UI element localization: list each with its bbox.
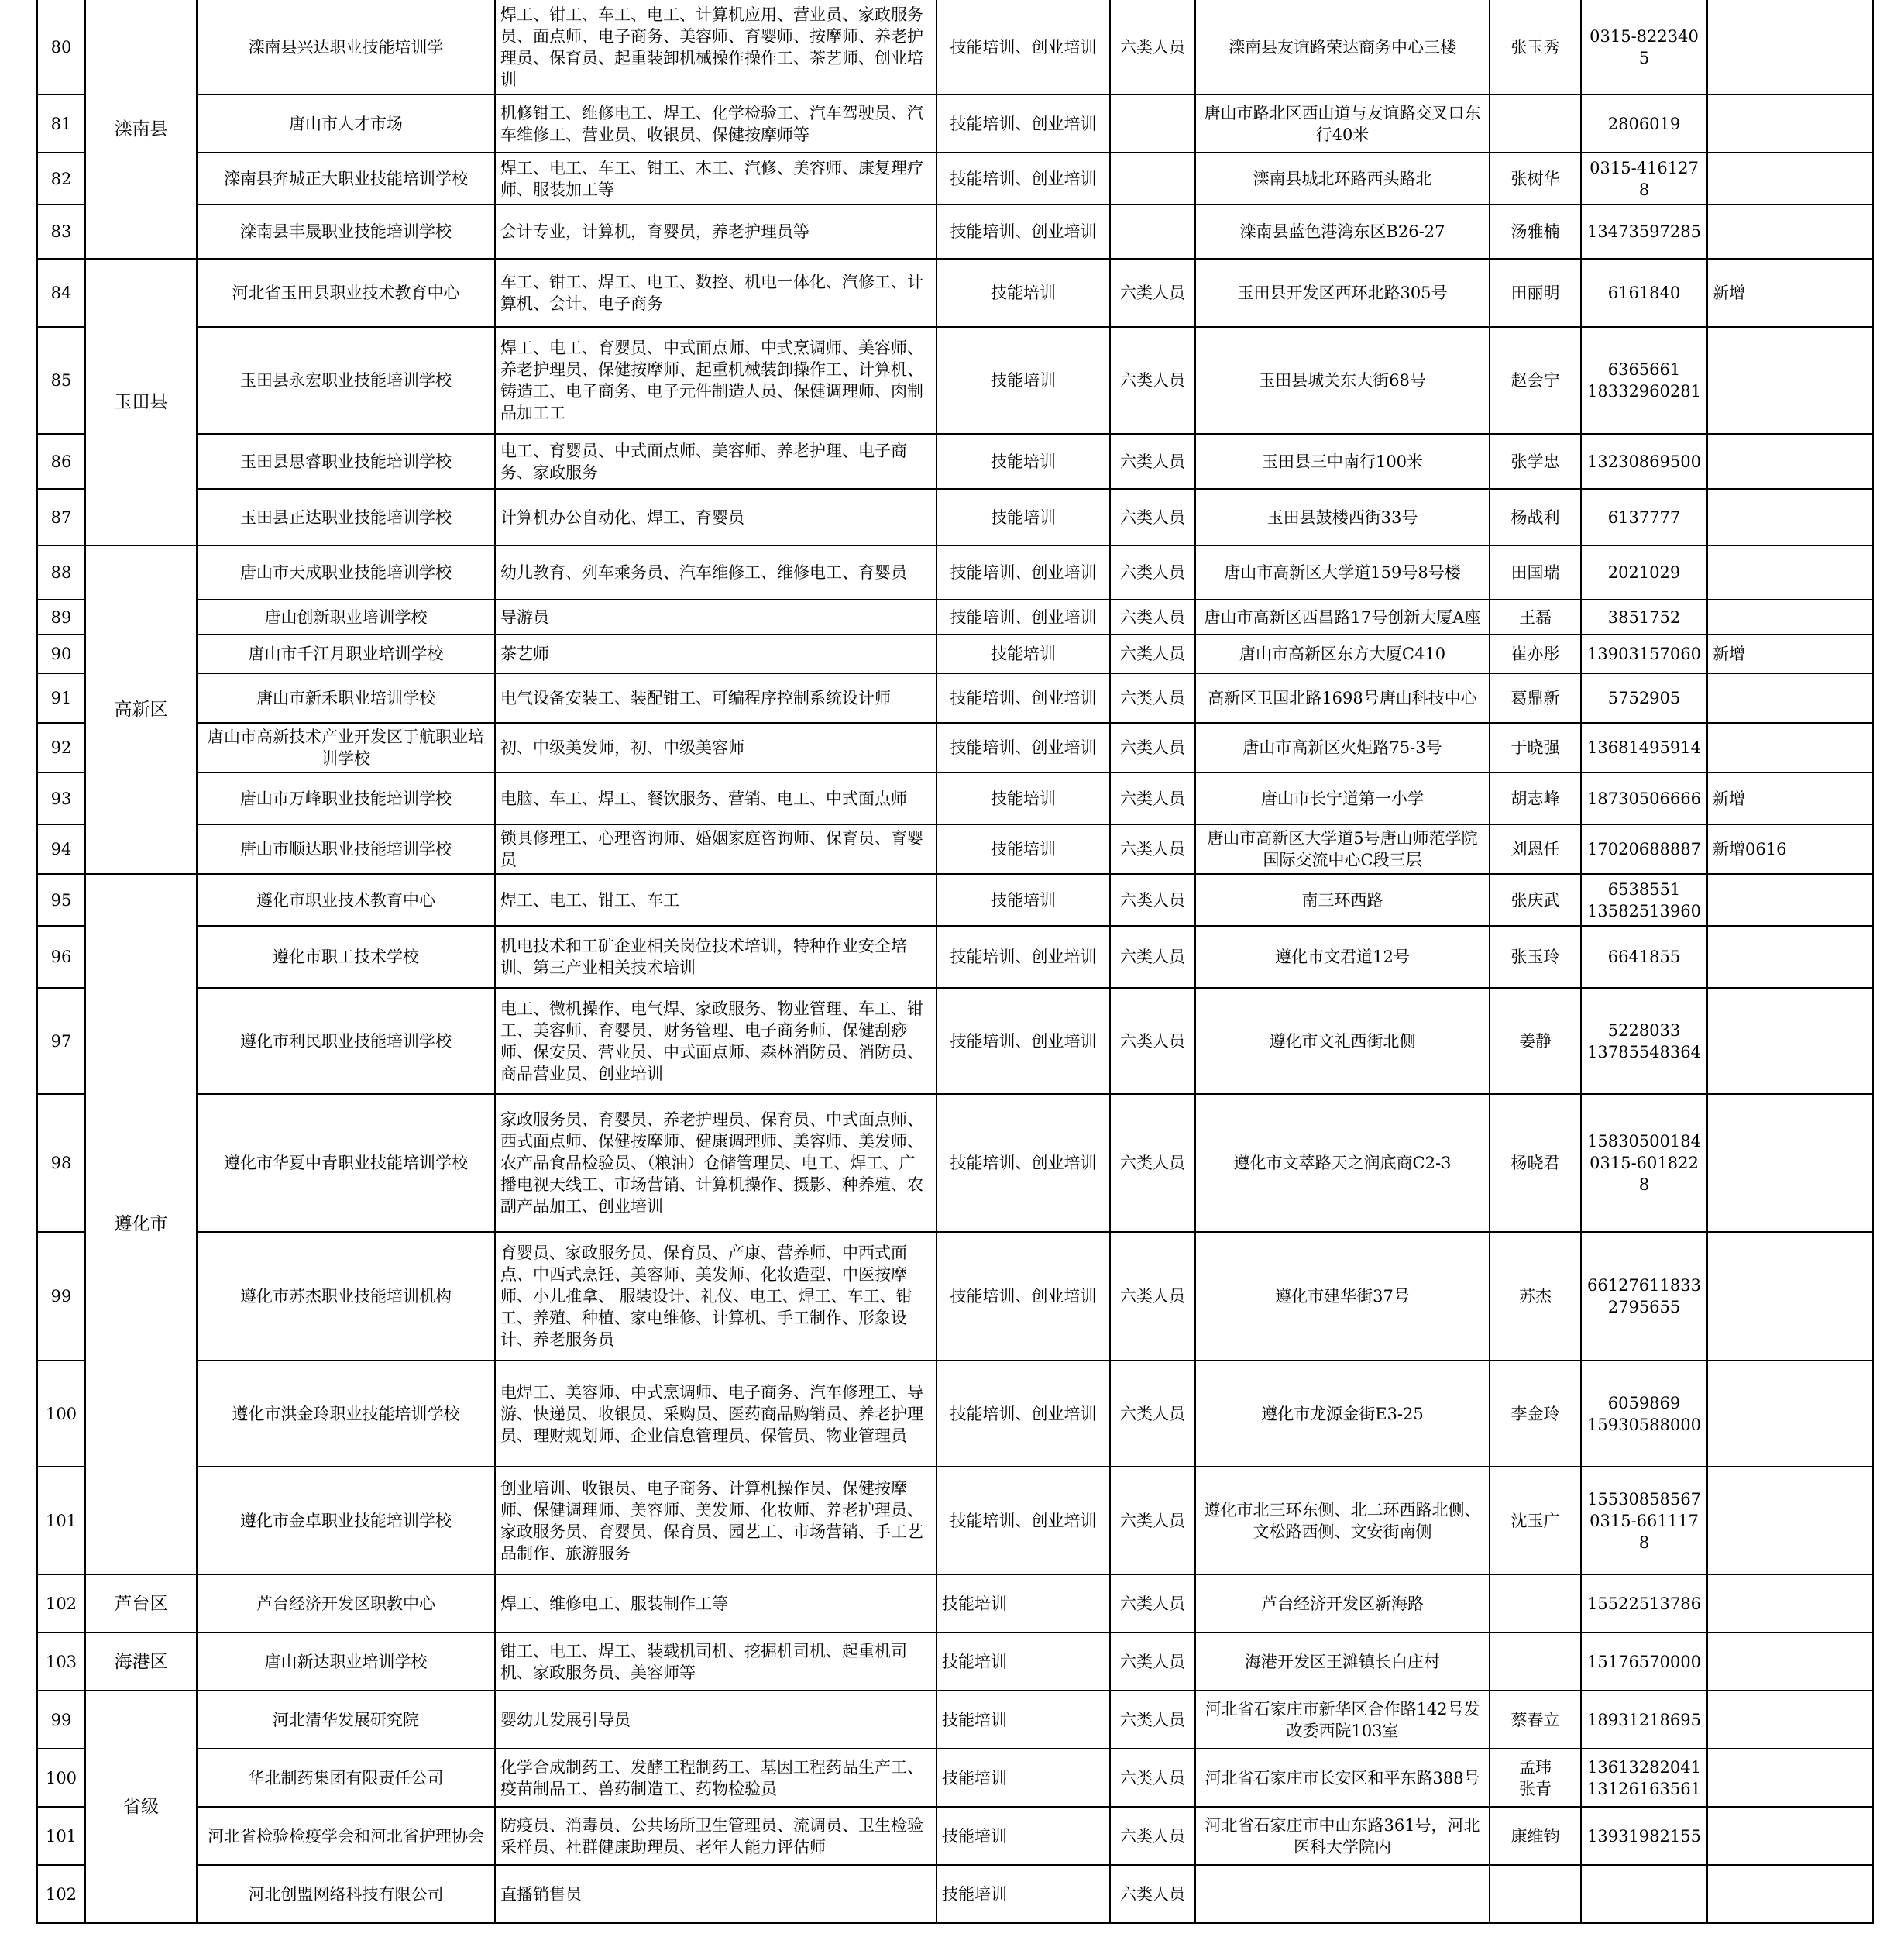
training-type: 技能培训 bbox=[937, 1691, 1110, 1749]
training-type: 技能培训、创业培训 bbox=[937, 988, 1110, 1094]
phone: 15522513786 bbox=[1581, 1574, 1707, 1633]
contact-person: 张庆武 bbox=[1490, 874, 1581, 926]
district-cell: 芦台区 bbox=[85, 1574, 197, 1633]
target-group: 六类人员 bbox=[1110, 635, 1195, 673]
address: 海港开发区王滩镇长白庄村 bbox=[1195, 1633, 1490, 1691]
table-row bbox=[37, 205, 1873, 259]
note bbox=[1707, 988, 1873, 1094]
phone: 6161840 bbox=[1581, 259, 1707, 327]
training-professions: 电气设备安装工、装配钳工、可编程序控制系统设计师 bbox=[495, 673, 937, 723]
target-group bbox=[1110, 95, 1195, 153]
training-professions: 机电技术和工矿企业相关岗位技术培训，特种作业安全培训、第三产业相关技术培训 bbox=[495, 926, 937, 988]
phone bbox=[1581, 1865, 1707, 1923]
training-professions: 钳工、电工、焊工、装载机司机、挖掘机司机、起重机司机、家政服务员、美容师等 bbox=[495, 1633, 937, 1691]
training-professions: 初、中级美发师，初、中级美容师 bbox=[495, 723, 937, 772]
address: 滦南县城北环路西头路北 bbox=[1195, 153, 1490, 205]
target-group: 六类人员 bbox=[1110, 600, 1195, 635]
address: 唐山市高新区大学道5号唐山师范学院国际交流中心C段三层 bbox=[1195, 824, 1490, 874]
note bbox=[1707, 489, 1873, 545]
address: 玉田县鼓楼西街33号 bbox=[1195, 489, 1490, 545]
table-row bbox=[37, 824, 1873, 874]
contact-person bbox=[1490, 1865, 1581, 1923]
note bbox=[1707, 1232, 1873, 1361]
address: 唐山市高新区火炬路75-3号 bbox=[1195, 723, 1490, 772]
target-group: 六类人员 bbox=[1110, 1094, 1195, 1232]
row-number: 100 bbox=[37, 1749, 85, 1807]
institution-name: 河北省检验检疫学会和河北省护理协会 bbox=[197, 1807, 495, 1865]
training-professions: 直播销售员 bbox=[495, 1865, 937, 1923]
phone: 15830500184 0315-6018228 bbox=[1581, 1094, 1707, 1232]
institution-name: 遵化市苏杰职业技能培训机构 bbox=[197, 1232, 495, 1361]
training-professions: 计算机办公自动化、焊工、育婴员 bbox=[495, 489, 937, 545]
note bbox=[1707, 673, 1873, 723]
row-number: 98 bbox=[37, 1094, 85, 1232]
note bbox=[1707, 153, 1873, 205]
training-professions: 焊工、维修电工、服装制作工等 bbox=[495, 1574, 937, 1633]
row-number: 90 bbox=[37, 635, 85, 673]
institution-name: 玉田县永宏职业技能培训学校 bbox=[197, 327, 495, 434]
training-type: 技能培训 bbox=[937, 1807, 1110, 1865]
row-number: 100 bbox=[37, 1361, 85, 1467]
training-type: 技能培训、创业培训 bbox=[937, 153, 1110, 205]
note bbox=[1707, 545, 1873, 600]
address: 唐山市高新区大学道159号8号楼 bbox=[1195, 545, 1490, 600]
training-type: 技能培训 bbox=[937, 772, 1110, 824]
district-cell: 高新区 bbox=[85, 545, 197, 874]
address: 遵化市龙源金街E3-25 bbox=[1195, 1361, 1490, 1467]
training-type: 技能培训、创业培训 bbox=[937, 1467, 1110, 1574]
row-number: 97 bbox=[37, 988, 85, 1094]
address: 玉田县开发区西环北路305号 bbox=[1195, 259, 1490, 327]
row-number: 99 bbox=[37, 1691, 85, 1749]
address: 芦台经济开发区新海路 bbox=[1195, 1574, 1490, 1633]
institution-name: 唐山市天成职业技能培训学校 bbox=[197, 545, 495, 600]
table-row bbox=[37, 153, 1873, 205]
note bbox=[1707, 723, 1873, 772]
training-professions: 焊工、钳工、车工、电工、计算机应用、营业员、家政服务员、面点师、电子商务、美容师、育婴师、按摩师、养老护理员、保育员、起重装卸机械操作操作工、茶艺师、创业培训 bbox=[495, 0, 937, 95]
training-type: 技能培训、创业培训 bbox=[937, 1361, 1110, 1467]
row-number: 84 bbox=[37, 259, 85, 327]
district-cell: 玉田县 bbox=[85, 259, 197, 545]
phone: 66127611833 2795655 bbox=[1581, 1232, 1707, 1361]
training-professions: 婴幼儿发展引导员 bbox=[495, 1691, 937, 1749]
training-type: 技能培训、创业培训 bbox=[937, 600, 1110, 635]
institution-name: 玉田县正达职业技能培训学校 bbox=[197, 489, 495, 545]
target-group: 六类人员 bbox=[1110, 1361, 1195, 1467]
training-professions: 焊工、电工、育婴员、中式面点师、中式烹调师、美容师、养老护理员、保健按摩师、起重机械装卸操作工、计算机、铸造工、电子商务、电子元件制造人员、保健调理师、肉制品加工工 bbox=[495, 327, 937, 434]
training-professions: 机修钳工、维修电工、焊工、化学检验工、汽车驾驶员、汽车维修工、营业员、收银员、保健按摩师等 bbox=[495, 95, 937, 153]
target-group bbox=[1110, 205, 1195, 259]
training-professions: 防疫员、消毒员、公共场所卫生管理员、流调员、卫生检验采样员、社群健康助理员、老年人能力评估师 bbox=[495, 1807, 937, 1865]
row-number: 103 bbox=[37, 1633, 85, 1691]
row-number: 102 bbox=[37, 1574, 85, 1633]
phone: 13613282041 13126163561 bbox=[1581, 1749, 1707, 1807]
table-row bbox=[37, 1807, 1873, 1865]
address: 遵化市文礼西街北侧 bbox=[1195, 988, 1490, 1094]
address: 高新区卫国北路1698号唐山科技中心 bbox=[1195, 673, 1490, 723]
table-row bbox=[37, 988, 1873, 1094]
row-number: 80 bbox=[37, 0, 85, 95]
table-row bbox=[37, 926, 1873, 988]
contact-person bbox=[1490, 95, 1581, 153]
table-row bbox=[37, 1633, 1873, 1691]
note bbox=[1707, 600, 1873, 635]
training-professions: 茶艺师 bbox=[495, 635, 937, 673]
table-row bbox=[37, 1094, 1873, 1232]
address bbox=[1195, 1865, 1490, 1923]
contact-person: 张玉秀 bbox=[1490, 0, 1581, 95]
target-group: 六类人员 bbox=[1110, 874, 1195, 926]
address: 玉田县三中南行100米 bbox=[1195, 434, 1490, 489]
table-row bbox=[37, 327, 1873, 434]
table-row bbox=[37, 545, 1873, 600]
row-number: 101 bbox=[37, 1807, 85, 1865]
row-number: 91 bbox=[37, 673, 85, 723]
table-row bbox=[37, 673, 1873, 723]
contact-person: 康维钧 bbox=[1490, 1807, 1581, 1865]
target-group: 六类人员 bbox=[1110, 723, 1195, 772]
table-row bbox=[37, 95, 1873, 153]
training-professions: 焊工、电工、车工、钳工、木工、汽修、美容师、康复理疗师、服装加工等 bbox=[495, 153, 937, 205]
table-row bbox=[37, 434, 1873, 489]
training-type: 技能培训 bbox=[937, 635, 1110, 673]
row-number: 82 bbox=[37, 153, 85, 205]
note: 新增 bbox=[1707, 772, 1873, 824]
target-group: 六类人员 bbox=[1110, 988, 1195, 1094]
row-number: 93 bbox=[37, 772, 85, 824]
contact-person: 张玉玲 bbox=[1490, 926, 1581, 988]
training-type: 技能培训、创业培训 bbox=[937, 1232, 1110, 1361]
address: 河北省石家庄市中山东路361号，河北医科大学院内 bbox=[1195, 1807, 1490, 1865]
phone: 13931982155 bbox=[1581, 1807, 1707, 1865]
contact-person: 汤雅楠 bbox=[1490, 205, 1581, 259]
institution-name: 唐山市高新技术产业开发区于航职业培训学校 bbox=[197, 723, 495, 772]
row-number: 102 bbox=[37, 1865, 85, 1923]
row-number: 86 bbox=[37, 434, 85, 489]
contact-person: 李金玲 bbox=[1490, 1361, 1581, 1467]
contact-person: 孟玮 张青 bbox=[1490, 1749, 1581, 1807]
target-group: 六类人员 bbox=[1110, 545, 1195, 600]
training-professions: 车工、钳工、焊工、电工、数控、机电一体化、汽修工、计算机、会计、电子商务 bbox=[495, 259, 937, 327]
target-group: 六类人员 bbox=[1110, 926, 1195, 988]
training-professions: 电焊工、美容师、中式烹调师、电子商务、汽车修理工、导游、快递员、收银员、采购员、医药商品购销员、养老护理员、理财规划师、企业信息管理员、保管员、物业管理员 bbox=[495, 1361, 937, 1467]
institution-name: 唐山市万峰职业技能培训学校 bbox=[197, 772, 495, 824]
table-row bbox=[37, 1574, 1873, 1633]
phone: 2021029 bbox=[1581, 545, 1707, 600]
district-cell: 滦南县 bbox=[85, 0, 197, 259]
training-type: 技能培训 bbox=[937, 1865, 1110, 1923]
note bbox=[1707, 1691, 1873, 1749]
target-group: 六类人员 bbox=[1110, 824, 1195, 874]
row-number: 89 bbox=[37, 600, 85, 635]
address: 遵化市文萃路天之润底商C2-3 bbox=[1195, 1094, 1490, 1232]
phone: 6641855 bbox=[1581, 926, 1707, 988]
contact-person: 张树华 bbox=[1490, 153, 1581, 205]
contact-person: 杨战利 bbox=[1490, 489, 1581, 545]
district-cell: 海港区 bbox=[85, 1633, 197, 1691]
phone: 6059869 15930588000 bbox=[1581, 1361, 1707, 1467]
institution-name: 遵化市华夏中青职业技能培训学校 bbox=[197, 1094, 495, 1232]
institution-name: 唐山市新禾职业培训学校 bbox=[197, 673, 495, 723]
address: 唐山市路北区西山道与友谊路交叉口东行40米 bbox=[1195, 95, 1490, 153]
phone: 17020688887 bbox=[1581, 824, 1707, 874]
address: 滦南县蓝色港湾东区B26-27 bbox=[1195, 205, 1490, 259]
contact-person: 沈玉广 bbox=[1490, 1467, 1581, 1574]
training-professions: 电工、育婴员、中式面点师、美容师、养老护理、电子商务、家政服务 bbox=[495, 434, 937, 489]
training-type: 技能培训、创业培训 bbox=[937, 205, 1110, 259]
target-group: 六类人员 bbox=[1110, 1574, 1195, 1633]
address: 遵化市建华街37号 bbox=[1195, 1232, 1490, 1361]
row-number: 87 bbox=[37, 489, 85, 545]
address: 遵化市北三环东侧、北二环西路北侧、文松路西侧、文安街南侧 bbox=[1195, 1467, 1490, 1574]
note bbox=[1707, 874, 1873, 926]
institution-name: 滦南县兴达职业技能培训学 bbox=[197, 0, 495, 95]
table-row bbox=[37, 489, 1873, 545]
row-number: 101 bbox=[37, 1467, 85, 1574]
address: 唐山市长宁道第一小学 bbox=[1195, 772, 1490, 824]
row-number: 85 bbox=[37, 327, 85, 434]
table-row bbox=[37, 635, 1873, 673]
training-type: 技能培训、创业培训 bbox=[937, 723, 1110, 772]
contact-person: 蔡春立 bbox=[1490, 1691, 1581, 1749]
address: 唐山市高新区东方大厦C410 bbox=[1195, 635, 1490, 673]
institution-name: 遵化市利民职业技能培训学校 bbox=[197, 988, 495, 1094]
contact-person: 王磊 bbox=[1490, 600, 1581, 635]
phone: 13473597285 bbox=[1581, 205, 1707, 259]
institution-name: 滦南县丰晟职业技能培训学校 bbox=[197, 205, 495, 259]
training-professions: 锁具修理工、心理咨询师、婚姻家庭咨询师、保育员、育婴员 bbox=[495, 824, 937, 874]
phone: 5228033 13785548364 bbox=[1581, 988, 1707, 1094]
row-number: 88 bbox=[37, 545, 85, 600]
phone: 3851752 bbox=[1581, 600, 1707, 635]
contact-person: 于晓强 bbox=[1490, 723, 1581, 772]
contact-person bbox=[1490, 1633, 1581, 1691]
contact-person: 张学忠 bbox=[1490, 434, 1581, 489]
training-type: 技能培训、创业培训 bbox=[937, 545, 1110, 600]
address: 滦南县友谊路荣达商务中心三楼 bbox=[1195, 0, 1490, 95]
phone: 13903157060 bbox=[1581, 635, 1707, 673]
table-body bbox=[37, 0, 1873, 1923]
phone: 0315-8223405 bbox=[1581, 0, 1707, 95]
table-row bbox=[37, 874, 1873, 926]
training-professions: 电工、微机操作、电气焊、家政服务、物业管理、车工、钳工、美容师、育婴员、财务管理、电子商务师、保健刮痧师、保安员、营业员、中式面点师、森林消防员、消防员、商品营业员、创业培训 bbox=[495, 988, 937, 1094]
institution-name: 遵化市职工技术学校 bbox=[197, 926, 495, 988]
row-number: 96 bbox=[37, 926, 85, 988]
contact-person: 苏杰 bbox=[1490, 1232, 1581, 1361]
address: 玉田县城关东大街68号 bbox=[1195, 327, 1490, 434]
note bbox=[1707, 327, 1873, 434]
row-number: 99 bbox=[37, 1232, 85, 1361]
contact-person: 姜静 bbox=[1490, 988, 1581, 1094]
phone: 15176570000 bbox=[1581, 1633, 1707, 1691]
target-group: 六类人员 bbox=[1110, 1633, 1195, 1691]
target-group: 六类人员 bbox=[1110, 0, 1195, 95]
target-group: 六类人员 bbox=[1110, 489, 1195, 545]
institution-name: 唐山新达职业培训学校 bbox=[197, 1633, 495, 1691]
phone: 6365661 18332960281 bbox=[1581, 327, 1707, 434]
note bbox=[1707, 1094, 1873, 1232]
phone: 18931218695 bbox=[1581, 1691, 1707, 1749]
training-type: 技能培训 bbox=[937, 824, 1110, 874]
phone: 15530858567 0315-6611178 bbox=[1581, 1467, 1707, 1574]
phone: 0315-4161278 bbox=[1581, 153, 1707, 205]
note bbox=[1707, 1807, 1873, 1865]
institution-name: 遵化市职业技术教育中心 bbox=[197, 874, 495, 926]
training-type: 技能培训 bbox=[937, 1749, 1110, 1807]
phone: 18730506666 bbox=[1581, 772, 1707, 824]
training-institutions-table bbox=[36, 0, 1874, 1924]
table-row bbox=[37, 1865, 1873, 1923]
district-cell: 省级 bbox=[85, 1691, 197, 1923]
training-professions: 化学合成制药工、发酵工程制药工、基因工程药品生产工、疫苗制品工、兽药制造工、药物检验员 bbox=[495, 1749, 937, 1807]
row-number: 94 bbox=[37, 824, 85, 874]
training-type: 技能培训 bbox=[937, 327, 1110, 434]
training-professions: 创业培训、收银员、电子商务、计算机操作员、保健按摩师、保健调理师、美容师、美发师、化妆师、养老护理员、家政服务员、育婴员、保育员、园艺工、市场营销、手工艺品制作、旅游服务 bbox=[495, 1467, 937, 1574]
note bbox=[1707, 1361, 1873, 1467]
note bbox=[1707, 1749, 1873, 1807]
institution-name: 河北省玉田县职业技术教育中心 bbox=[197, 259, 495, 327]
contact-person: 葛鼎新 bbox=[1490, 673, 1581, 723]
contact-person: 田国瑞 bbox=[1490, 545, 1581, 600]
training-type: 技能培训、创业培训 bbox=[937, 0, 1110, 95]
training-type: 技能培训 bbox=[937, 1574, 1110, 1633]
training-type: 技能培训 bbox=[937, 874, 1110, 926]
note bbox=[1707, 95, 1873, 153]
district-cell: 遵化市 bbox=[85, 874, 197, 1574]
contact-person: 刘恩任 bbox=[1490, 824, 1581, 874]
target-group: 六类人员 bbox=[1110, 327, 1195, 434]
contact-person bbox=[1490, 1574, 1581, 1633]
row-number: 81 bbox=[37, 95, 85, 153]
institution-name: 唐山市千江月职业培训学校 bbox=[197, 635, 495, 673]
address: 河北省石家庄市新华区合作路142号发改委西院103室 bbox=[1195, 1691, 1490, 1749]
note bbox=[1707, 926, 1873, 988]
address: 南三环西路 bbox=[1195, 874, 1490, 926]
target-group: 六类人员 bbox=[1110, 673, 1195, 723]
contact-person: 杨晓君 bbox=[1490, 1094, 1581, 1232]
target-group: 六类人员 bbox=[1110, 1749, 1195, 1807]
training-professions: 会计专业，计算机，育婴员，养老护理员等 bbox=[495, 205, 937, 259]
note: 新增 bbox=[1707, 635, 1873, 673]
contact-person: 胡志峰 bbox=[1490, 772, 1581, 824]
table-row bbox=[37, 1232, 1873, 1361]
note: 新增0616 bbox=[1707, 824, 1873, 874]
note bbox=[1707, 1467, 1873, 1574]
training-professions: 幼儿教育、列车乘务员、汽车维修工、维修电工、育婴员 bbox=[495, 545, 937, 600]
phone: 13230869500 bbox=[1581, 434, 1707, 489]
institution-name: 华北制药集团有限责任公司 bbox=[197, 1749, 495, 1807]
institution-name: 玉田县思睿职业技能培训学校 bbox=[197, 434, 495, 489]
institution-name: 唐山创新职业培训学校 bbox=[197, 600, 495, 635]
training-type: 技能培训、创业培训 bbox=[937, 95, 1110, 153]
target-group: 六类人员 bbox=[1110, 772, 1195, 824]
note bbox=[1707, 1865, 1873, 1923]
training-type: 技能培训 bbox=[937, 489, 1110, 545]
note: 新增 bbox=[1707, 259, 1873, 327]
phone: 5752905 bbox=[1581, 673, 1707, 723]
institution-name: 唐山市顺达职业技能培训学校 bbox=[197, 824, 495, 874]
table-row bbox=[37, 1361, 1873, 1467]
institution-name: 芦台经济开发区职教中心 bbox=[197, 1574, 495, 1633]
table-row bbox=[37, 600, 1873, 635]
note bbox=[1707, 434, 1873, 489]
training-professions: 育婴员、家政服务员、保育员、产康、营养师、中西式面点、中西式烹饪、美容师、美发师、化妆造型、中医按摩师、小儿推拿、 服装设计、礼仪、电工、焊工、车工、钳工、养殖、种植、家电维修、计算机、手工制作、形象设计、养老服务员 bbox=[495, 1232, 937, 1361]
target-group: 六类人员 bbox=[1110, 1691, 1195, 1749]
training-type: 技能培训 bbox=[937, 434, 1110, 489]
institution-name: 遵化市洪金玲职业技能培训学校 bbox=[197, 1361, 495, 1467]
note bbox=[1707, 1633, 1873, 1691]
target-group: 六类人员 bbox=[1110, 1467, 1195, 1574]
training-professions: 电脑、车工、焊工、餐饮服务、营销、电工、中式面点师 bbox=[495, 772, 937, 824]
phone: 6137777 bbox=[1581, 489, 1707, 545]
table-row bbox=[37, 0, 1873, 95]
target-group: 六类人员 bbox=[1110, 1232, 1195, 1361]
table-row bbox=[37, 259, 1873, 327]
contact-person: 赵会宁 bbox=[1490, 327, 1581, 434]
institution-name: 河北创盟网络科技有限公司 bbox=[197, 1865, 495, 1923]
training-type: 技能培训 bbox=[937, 259, 1110, 327]
address: 唐山市高新区西昌路17号创新大厦A座 bbox=[1195, 600, 1490, 635]
training-professions: 焊工、电工、钳工、车工 bbox=[495, 874, 937, 926]
target-group: 六类人员 bbox=[1110, 434, 1195, 489]
contact-person: 田丽明 bbox=[1490, 259, 1581, 327]
table-row bbox=[37, 1691, 1873, 1749]
note bbox=[1707, 1574, 1873, 1633]
institution-name: 滦南县奔城正大职业技能培训学校 bbox=[197, 153, 495, 205]
institution-name: 遵化市金卓职业技能培训学校 bbox=[197, 1467, 495, 1574]
row-number: 92 bbox=[37, 723, 85, 772]
target-group: 六类人员 bbox=[1110, 1807, 1195, 1865]
phone: 13681495914 bbox=[1581, 723, 1707, 772]
phone: 2806019 bbox=[1581, 95, 1707, 153]
institution-name: 河北清华发展研究院 bbox=[197, 1691, 495, 1749]
training-type: 技能培训、创业培训 bbox=[937, 673, 1110, 723]
row-number: 95 bbox=[37, 874, 85, 926]
phone: 6538551 13582513960 bbox=[1581, 874, 1707, 926]
target-group bbox=[1110, 153, 1195, 205]
address: 河北省石家庄市长安区和平东路388号 bbox=[1195, 1749, 1490, 1807]
table-row bbox=[37, 723, 1873, 772]
row-number: 83 bbox=[37, 205, 85, 259]
training-professions: 家政服务员、育婴员、养老护理员、保育员、中式面点师、西式面点师、保健按摩师、健康调理师、美容师、美发师、农产品食品检验员、（粮油）仓储管理员、电工、焊工、广播电视天线工、市场营销、计算机操作、摄影、种养殖、农副产品加工、创业培训 bbox=[495, 1094, 937, 1232]
target-group: 六类人员 bbox=[1110, 259, 1195, 327]
table-row bbox=[37, 1467, 1873, 1574]
target-group: 六类人员 bbox=[1110, 1865, 1195, 1923]
table-row bbox=[37, 772, 1873, 824]
address: 遵化市文君道12号 bbox=[1195, 926, 1490, 988]
institution-name: 唐山市人才市场 bbox=[197, 95, 495, 153]
table-row bbox=[37, 1749, 1873, 1807]
contact-person: 崔亦彤 bbox=[1490, 635, 1581, 673]
training-professions: 导游员 bbox=[495, 600, 937, 635]
training-type: 技能培训、创业培训 bbox=[937, 1094, 1110, 1232]
note bbox=[1707, 0, 1873, 95]
note bbox=[1707, 205, 1873, 259]
training-type: 技能培训 bbox=[937, 1633, 1110, 1691]
training-type: 技能培训、创业培训 bbox=[937, 926, 1110, 988]
